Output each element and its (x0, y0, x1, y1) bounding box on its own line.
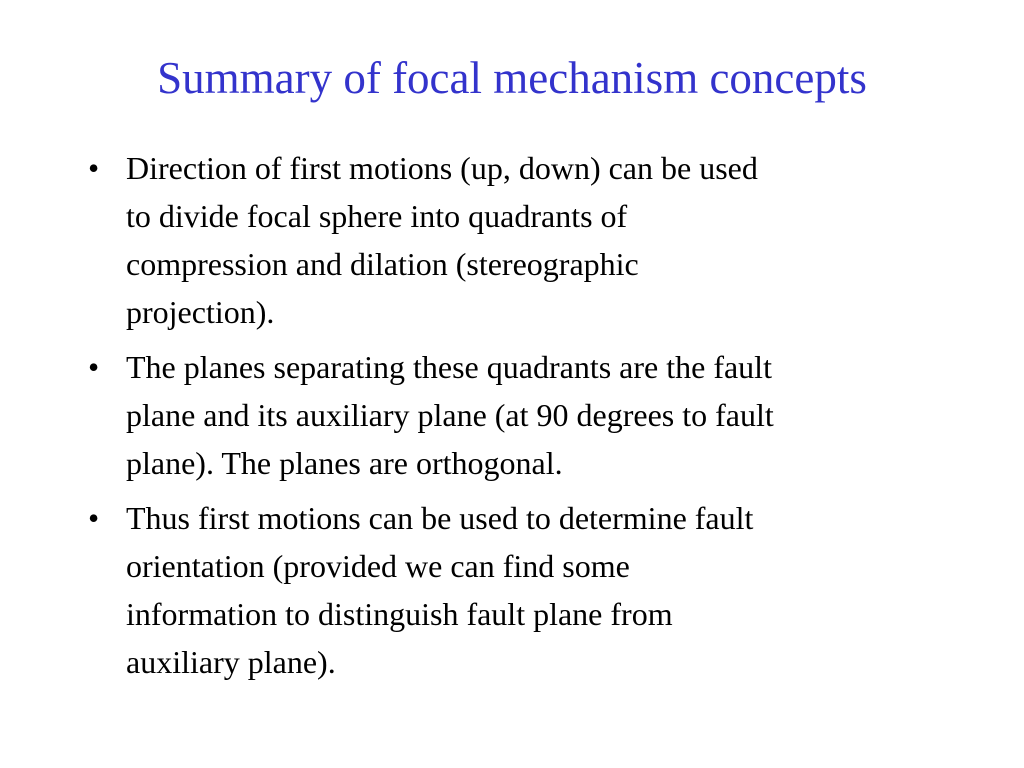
bullet-item (84, 494, 954, 686)
bullet-line: to divide focal sphere into quadrants of (126, 198, 628, 234)
bullet-list (84, 144, 954, 693)
bullet-line: plane). The planes are orthogonal. (126, 445, 563, 481)
slide-title: Summary of focal mechanism concepts (157, 53, 867, 103)
bullet-line: Thus first motions can be used to determine fault (126, 500, 754, 536)
bullet-line: projection). (126, 294, 275, 330)
bullet-line: orientation (provided we can find some (126, 548, 630, 584)
bullet-marker: • (88, 500, 100, 536)
bullet-text (126, 343, 954, 487)
bullet-item (84, 343, 954, 487)
bullet-line: The planes separating these quadrants are the fault (126, 349, 772, 385)
bullet-line: compression and dilation (stereographic (126, 246, 639, 282)
bullet-line: auxiliary plane). (126, 644, 336, 680)
bullet-text (126, 494, 954, 686)
bullet-item (84, 144, 954, 336)
bullet-marker: • (88, 150, 100, 186)
bullet-line: plane and its auxiliary plane (at 90 degrees to fault (126, 397, 774, 433)
bullet-text (126, 144, 954, 336)
bullet-line: Direction of first motions (up, down) can be used (126, 150, 758, 186)
bullet-marker: • (88, 349, 100, 385)
bullet-line: information to distinguish fault plane from (126, 596, 673, 632)
